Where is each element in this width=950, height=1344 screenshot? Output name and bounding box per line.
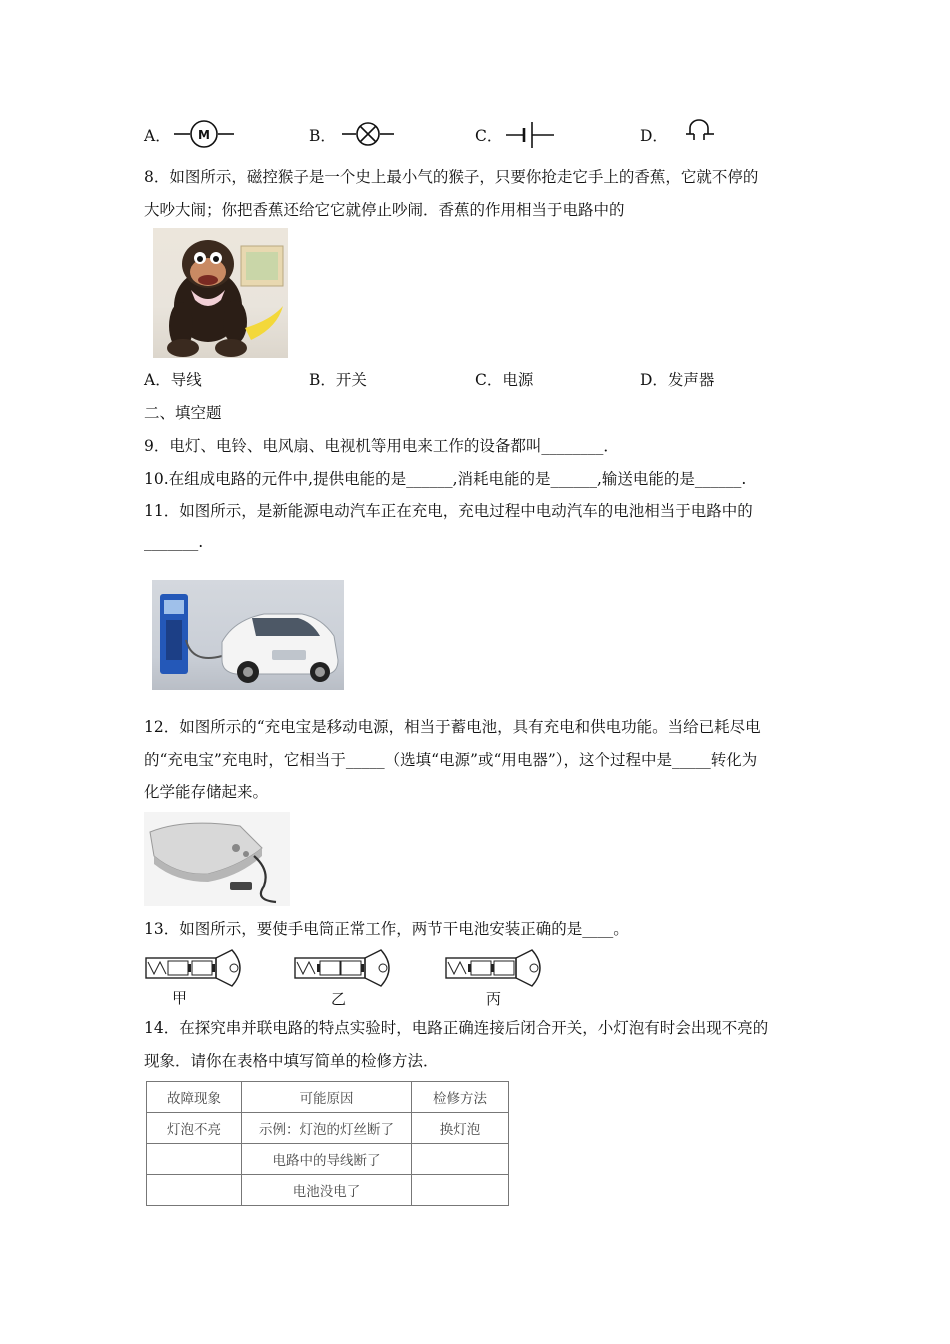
table-row xyxy=(147,1175,509,1206)
monkey-toy-photo xyxy=(153,228,288,358)
fault-table xyxy=(146,1081,509,1206)
power-bank-photo xyxy=(144,812,290,906)
q8-line1: 8．如图所示，磁控猴子是一个史上最小气的猴子，只要你抢走它手上的香蕉，它就不停的 xyxy=(144,168,759,186)
table-cell: 电路中的导线断了 xyxy=(242,1144,412,1175)
caption-jia: 甲 xyxy=(172,989,188,1007)
q14-line1: 14．在探究串并联电路的特点实验时，电路正确连接后闭合开关，小灯泡有时会出现不亮的 xyxy=(144,1019,769,1037)
table-row xyxy=(147,1113,509,1144)
option-d-letter: D． xyxy=(640,127,668,145)
battery-symbol-icon xyxy=(504,120,556,150)
q11-line2: _______. xyxy=(144,533,204,551)
q12-line1: 12．如图所示的“充电宝是移动电源，相当于蓄电池，具有充电和供电功能。当给已耗尽电 xyxy=(144,718,761,736)
table-header-cell: 检修方法 xyxy=(412,1082,509,1113)
flashlight-yi-diagram xyxy=(293,948,399,988)
q8-option-d: D．发声器 xyxy=(640,371,715,389)
caption-bing: 丙 xyxy=(486,990,502,1008)
q8-option-b: B．开关 xyxy=(309,371,367,389)
q12-line3: 化学能存储起来。 xyxy=(144,783,269,801)
table-cell: 换灯泡 xyxy=(412,1113,509,1144)
table-cell[interactable] xyxy=(412,1144,509,1175)
table-cell[interactable] xyxy=(147,1144,242,1175)
q14-line2: 现象．请你在表格中填写简单的检修方法． xyxy=(144,1052,439,1070)
q13-line1: 13．如图所示，要使手电筒正常工作，两节干电池安装正确的是____。 xyxy=(144,920,629,938)
flashlight-jia-diagram xyxy=(144,948,250,988)
q8-option-a: A．导线 xyxy=(144,371,202,389)
table-cell: 灯泡不亮 xyxy=(147,1113,242,1144)
q10-text: 10.在组成电路的元件中,提供电能的是______,消耗电能的是______,输送电能的是______. xyxy=(144,470,747,488)
table-header-cell: 可能原因 xyxy=(242,1082,412,1113)
option-b-letter: B． xyxy=(309,127,336,145)
table-row xyxy=(147,1144,509,1175)
q8-option-c: C．电源 xyxy=(475,371,534,389)
caption-yi: 乙 xyxy=(331,990,347,1008)
motor-symbol-icon xyxy=(172,118,236,150)
flashlight-bing-diagram xyxy=(444,948,550,988)
q9-text: 9．电灯、电铃、电风扇、电视机等用电来工作的设备都叫________． xyxy=(144,437,619,455)
lamp-symbol-icon xyxy=(340,120,396,148)
table-header-row xyxy=(147,1082,509,1113)
table-cell: 电池没电了 xyxy=(242,1175,412,1206)
section-title-fill-blank: 二、填空题 xyxy=(144,404,222,422)
option-c-letter: C． xyxy=(475,127,503,145)
table-cell[interactable] xyxy=(147,1175,242,1206)
table-cell: 示例：灯泡的灯丝断了 xyxy=(242,1113,412,1144)
motor-label: M xyxy=(198,128,210,142)
bell-symbol-icon xyxy=(682,118,718,144)
q12-line2: 的“充电宝”充电时，它相当于_____（选填“电源”或“用电器”），这个过程中是_____转化为 xyxy=(144,751,758,769)
option-a-letter: A． xyxy=(144,127,171,145)
q8-line2: 大吵大闹；你把香蕉还给它它就停止吵闹．香蕉的作用相当于电路中的 xyxy=(144,201,625,219)
ev-charging-photo xyxy=(152,580,344,690)
table-cell[interactable] xyxy=(412,1175,509,1206)
table-header-cell: 故障现象 xyxy=(147,1082,242,1113)
q11-line1: 11．如图所示，是新能源电动汽车正在充电，充电过程中电动汽车的电池相当于电路中的 xyxy=(144,502,753,520)
